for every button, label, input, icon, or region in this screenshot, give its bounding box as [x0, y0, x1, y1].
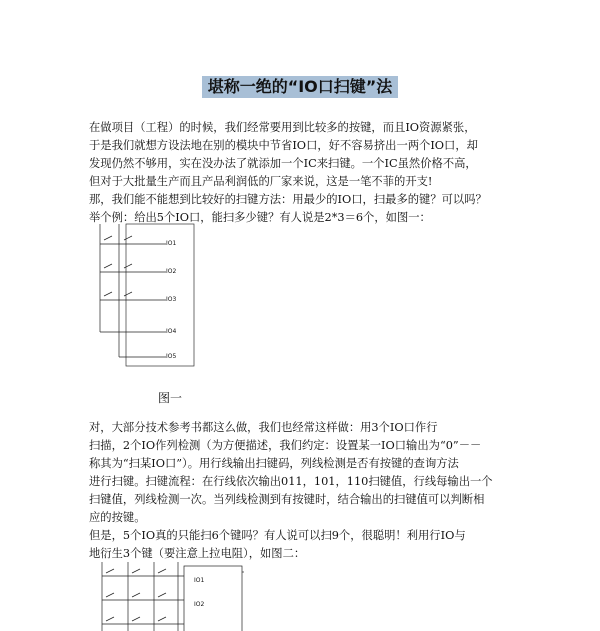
para1-line-1: 在做项目（工程）的时候，我们经常要用到比较多的按键，而且IO资源紧张，: [89, 121, 476, 134]
figure1-circuit: [86, 222, 226, 372]
para1-line-5: 那，我们能不能想到比较好的扫键方法：用最少的IO口，扫最多的键？可以吗？: [89, 193, 487, 206]
para2-line-5: 扫键值，列线检测一次。当列线检测到有按键时，结合输出的扫键值可以判断相: [89, 493, 485, 506]
fig1-label-io3: IO3: [166, 296, 177, 303]
fig2-label-io2: IO2: [194, 601, 205, 608]
document-title-wrap: [0, 76, 600, 98]
fig2-label-io1: IO1: [194, 577, 205, 584]
para1-line-4: 但对于大批量生产而且产品利润低的厂家来说，这是一笔不菲的开支!: [89, 175, 433, 188]
fig1-label-io2: IO2: [166, 268, 177, 275]
fig1-label-io5: IO5: [166, 353, 177, 360]
document-title: 堪称一绝的“IO口扫键”法: [202, 76, 399, 98]
para1-line-6: 举个例：给出5个IO口，能扫多少键？有人说是2*3＝6个，如图一：: [89, 211, 431, 224]
fig1-label-io1: IO1: [166, 240, 177, 247]
para2-line-3: 称其为“扫某IO口”）。用行线输出扫键码，列线检测是否有按键的查询方法: [89, 457, 459, 470]
para2-line-6: 应的按键。: [89, 511, 146, 524]
figure2-circuit: [94, 560, 244, 631]
para1-line-2: 于是我们就想方设法地在别的模块中节省IO口，好不容易挤出一两个IO口，却: [89, 139, 478, 152]
para3-line-1: 但是，5个IO真的只能扫6个键吗？有人说可以扫9个，很聪明！利用行IO与: [89, 529, 466, 542]
para2-line-1: 对，大部分技术参考书都这么做，我们也经常这样做：用3个IO口作行: [89, 421, 438, 434]
para2-line-2: 扫描，2个IO作列检测（为方便描述，我们约定：设置某一IO口输出为“0”－－: [89, 439, 482, 452]
fig1-label-io4: IO4: [166, 328, 177, 335]
figure1-caption: 图一: [158, 391, 183, 405]
para1-line-3: 发现仍然不够用，实在没办法了就添加一个IC来扫键。一个IC虽然价格不高，: [89, 157, 477, 170]
para2-line-4: 进行扫键。扫键流程：在行线依次输出011，101，110扫键值，行线每输出一个: [89, 475, 493, 488]
para3-line-2: 地衍生3个键（要注意上拉电阻），如图二：: [89, 547, 306, 560]
